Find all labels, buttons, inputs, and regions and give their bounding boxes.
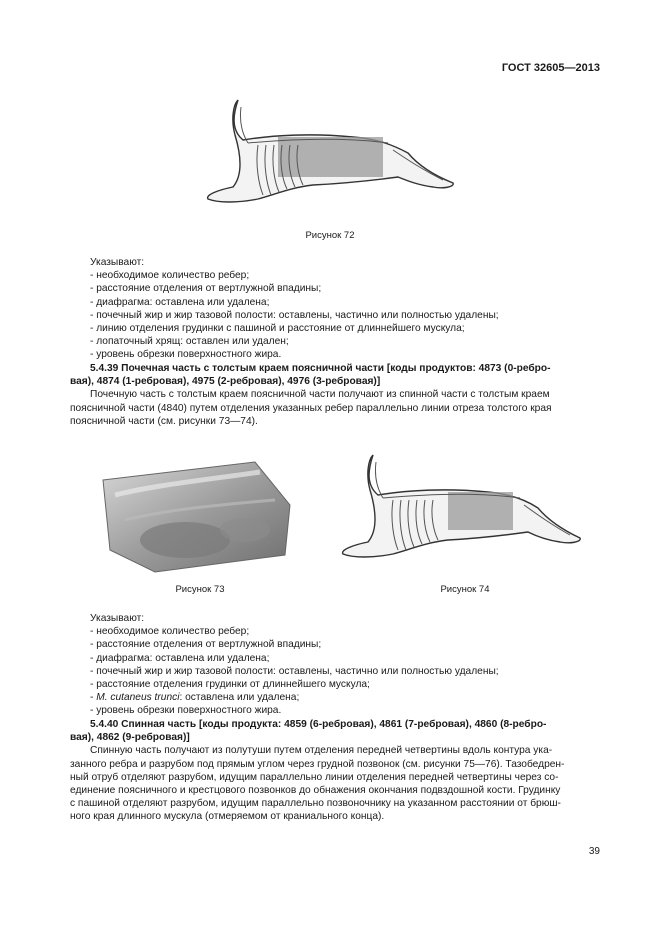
- figure-73-caption: Рисунок 73: [175, 584, 225, 595]
- section-body-line: единение поясничного и крестцового позвонков до обнажения окончания подвздошной кости. Грудинку: [70, 785, 561, 797]
- section-body-line: Спинную часть получают из полутуши путем отделения передней четвертины вдоль контура ука-: [90, 745, 553, 757]
- document-id: ГОСТ 32605—2013: [501, 62, 600, 74]
- list-intro: Указывают:: [90, 257, 145, 268]
- section-heading-cont: вая), 4862 (9-ребровая)]: [70, 732, 190, 744]
- page-number: 39: [588, 846, 600, 857]
- section-heading: 5.4.39 Почечная часть с толстым краем поясничной части [коды продуктов: 4873 (0-ребро-: [90, 363, 551, 374]
- list-item: - уровень обрезки поверхностного жира.: [90, 705, 282, 717]
- list-item: [90, 691, 602, 704]
- section-body-line: с пашиной отделяют разрубом, идущим параллельно позвоночнику на указанном расстоянии от брюш-: [70, 798, 561, 810]
- section-5-4-40: [70, 718, 602, 824]
- list-item: - расстояние отделения от вертлужной впадины;: [90, 283, 322, 295]
- list-intro: Указывают:: [90, 613, 145, 624]
- section-body-line: ного края длинного мускула (отмеряемом от краниального конца).: [70, 811, 385, 823]
- latin-term: M. cutaneus trunci: [96, 692, 180, 704]
- figure-73-image: [95, 460, 295, 575]
- section-body-line: поясничной части (4840) путем отделения указанных ребер параллельно линии отреза толстого края: [70, 402, 552, 414]
- list-item: - уровень обрезки поверхностного жира.: [90, 349, 282, 361]
- meat-cut-photo-icon: [95, 460, 295, 575]
- section-body-line: занного ребра и разрубом под прямым углом через грудной позвонок (см. рисунки 75—76). Тазобедрен-: [70, 758, 565, 770]
- list-item: - необходимое количество ребер;: [90, 270, 250, 282]
- list-item-prefix: -: [90, 692, 97, 704]
- figure-72-image: [203, 95, 458, 213]
- section-body-line: ный отруб отделяют разрубом, идущим параллельно линии отделения передней четвертины через со-: [70, 771, 559, 783]
- list-item: - линию отделения грудинки с пашиной и расстояние от длиннейшего мускула;: [90, 323, 465, 335]
- list-item: - лопаточный хрящ: оставлен или удален;: [90, 336, 289, 348]
- section-5-4-39: [70, 362, 602, 428]
- list-item: - расстояние отделения от вертлужной впадины;: [90, 639, 322, 651]
- figure-74-image: [338, 452, 583, 567]
- section-body-line: Почечную часть с толстым краем поясничной части получают из спинной части с толстым краем: [90, 389, 550, 401]
- list-item: - диафрагма: оставлена или удалена;: [90, 296, 270, 308]
- list-item: - необходимое количество ребер;: [90, 626, 250, 638]
- list-1: [90, 256, 602, 362]
- section-heading-cont: вая), 4874 (1-ребровая), 4975 (2-ребровая), 4976 (3-ребровая)]: [70, 376, 381, 388]
- figure-72-caption: Рисунок 72: [305, 230, 355, 241]
- carcass-skeleton-icon: [338, 452, 583, 567]
- list-item-suffix: : оставлена или удалена;: [179, 692, 300, 704]
- carcass-skeleton-icon: [203, 95, 458, 213]
- list-item: - расстояние отделения грудинки от длиннейшего мускула;: [90, 679, 370, 691]
- section-body-line: поясничной части (см. рисунки 73—74).: [70, 415, 258, 427]
- list-item: - почечный жир и жир тазовой полости: оставлены, частично или полностью удалены;: [90, 665, 499, 677]
- figure-74-caption: Рисунок 74: [440, 584, 490, 595]
- list-item: - почечный жир и жир тазовой полости: оставлены, частично или полностью удалены;: [90, 309, 499, 321]
- list-item: - диафрагма: оставлена или удалена;: [90, 652, 270, 664]
- list-2: [90, 612, 602, 718]
- section-heading: 5.4.40 Спинная часть [коды продукта: 4859 (6-ребровая), 4861 (7-ребровая), 4860 (8-ребро-: [90, 719, 547, 730]
